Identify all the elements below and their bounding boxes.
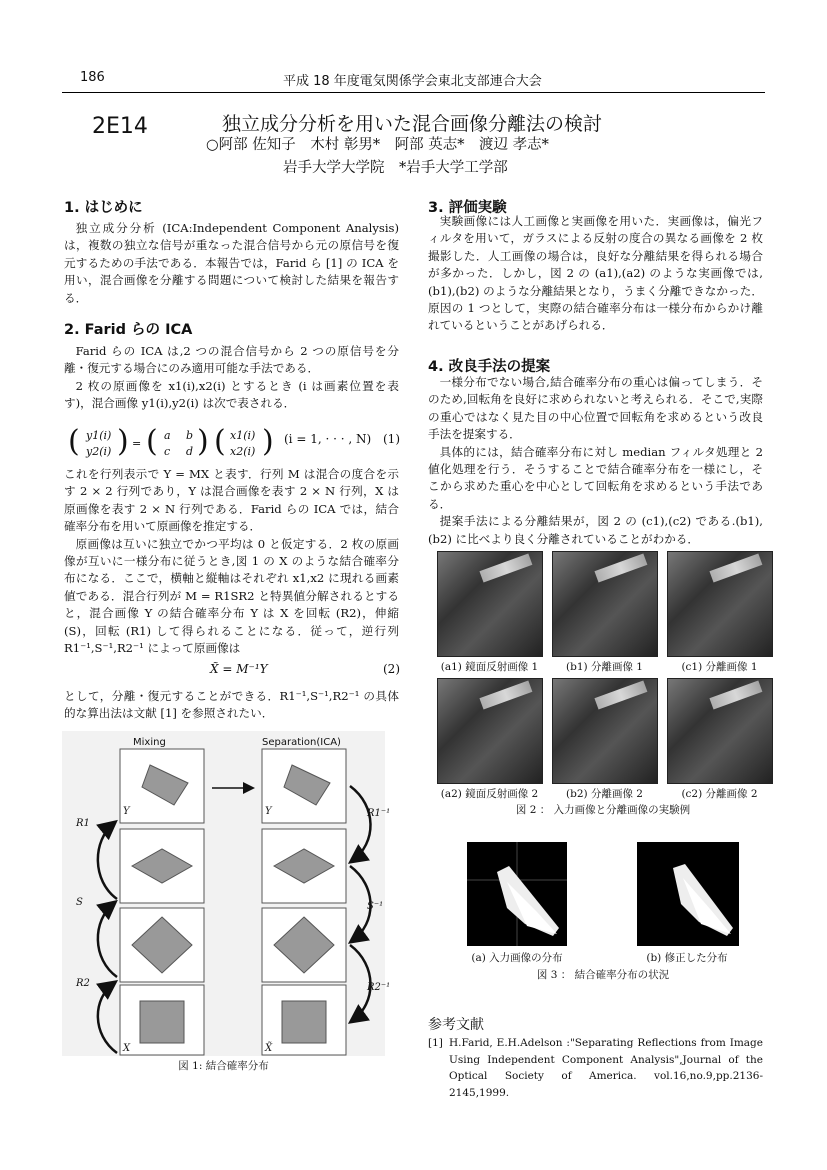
affiliations: 岩手大学大学院 *岩手大学工学部 — [283, 160, 508, 176]
header-rule — [62, 92, 765, 93]
section-4-heading: 4. 改良手法の提案 — [428, 359, 551, 375]
section-2-matrix-text: これを行列表示で Y = MX と表す．行列 M は混合の度合を示す 2 × 2 行列であり，Y は混合画像を表す 2 × N 行列，X は原画像を表す 2 × N 行列である．Farid らの ICA では，結合確率分布を用いて原画像を推定する． 原画像は互いに独立でかつ平均は 0 と仮定する．2 枚の原画像が互いに一様分布に従うとき,図 1 の X のような結合確率分布になる．ここで，横軸と縦軸はそれぞれ x1,x2 に現れる画素値である．混合行列が M = R1SR2 と特異値分解されるとすると，混合画像 Y の結合確率分布 Y は X を回転 (R2)，伸縮 (S)，回転 (R1) して得られることになる．従って，逆行列 R1⁻¹,S⁻¹,R2⁻¹ によって原画像は — [64, 467, 399, 656]
figure-1 — [62, 731, 385, 1056]
fig1-x-label: X — [123, 1043, 131, 1054]
photo-b1 — [552, 551, 658, 657]
svg-text:a: a — [164, 429, 171, 442]
fig1-xtilde-label: X̃ — [265, 1043, 273, 1054]
section-2-heading: 2. Farid らの ICA — [64, 322, 193, 338]
scatter-input-distribution — [467, 842, 567, 946]
caption-b2: (b2) 分離画像 2 — [566, 788, 643, 800]
fig1-s-label: S — [76, 897, 83, 908]
authors: ○阿部 佐知子 木村 彰男* 阿部 英志* 渡辺 孝志* — [206, 137, 549, 153]
svg-text:c: c — [164, 445, 171, 458]
paper-code: 2E14 — [92, 114, 148, 139]
photo-b2 — [552, 678, 658, 784]
page-number: 186 — [80, 70, 105, 85]
caption-c2: (c2) 分離画像 2 — [681, 788, 758, 800]
fig1-mixing-label: Mixing — [133, 737, 166, 748]
svg-text:=: = — [132, 437, 142, 450]
svg-text:x1(i): x1(i) — [230, 429, 256, 442]
fig1-separation-label: Separation(ICA) — [262, 737, 341, 748]
equation-1-range: (i = 1, · · · , N) — [284, 432, 372, 446]
photo-c1 — [667, 551, 773, 657]
references-heading: 参考文献 — [428, 1017, 484, 1033]
equation-1-number: (1) — [383, 432, 400, 446]
scatter-corrected-distribution — [637, 842, 739, 946]
svg-text:(: ( — [68, 425, 80, 459]
svg-text:b: b — [186, 429, 194, 442]
photo-c2 — [667, 678, 773, 784]
svg-text:): ) — [262, 425, 274, 459]
fig1-r2-inv-label: R2⁻¹ — [367, 982, 391, 993]
svg-text:y1(i): y1(i) — [86, 429, 112, 442]
figure-2-caption: 図 2 ： 入力画像と分離画像の実験例 — [515, 804, 691, 816]
caption-b1: (b1) 分離画像 1 — [566, 661, 643, 673]
running-header: 平成 18 年度電気関係学会東北支部連合大会 — [283, 74, 542, 89]
caption-fig3-b: (b) 修正した分布 — [646, 952, 728, 964]
svg-text:y2(i): y2(i) — [86, 445, 112, 458]
figure-1-caption: 図 1: 結合確率分布 — [178, 1060, 269, 1072]
caption-c1: (c1) 分離画像 1 — [681, 661, 758, 673]
section-1-body: 独立成分分析 (ICA:Independent Component Analysis) は，複数の独立な信号が重なった混合信号から元の原信号を復元するための手法である．本報告では，Farid ら [1] の ICA を用い，混合画像を分離する問題について検討した結果を報告する． — [64, 221, 399, 305]
svg-text:): ) — [117, 425, 129, 459]
caption-a2: (a2) 鏡面反射画像 2 — [440, 788, 539, 800]
section-2-intro: Farid らの ICA は,2 つの混合信号から 2 つの原信号を分離・復元する場合にのみ適用可能な手法である． 2 枚の原画像を x1(i),x2(i) とするとき (i は画素位置を表す)，混合画像 y1(i),y2(i) は次で表される． — [64, 344, 399, 411]
section-2-conclusion: として，分離・復元することができる．R1⁻¹,S⁻¹,R2⁻¹ の具体的な算出法は文献 [1] を参照されたい． — [64, 689, 399, 721]
caption-a1: (a1) 鏡面反射画像 1 — [440, 661, 539, 673]
section-4-body: 一様分布でない場合,結合確率分布の重心は偏ってしまう．そのため,回転角を良好に求められないと考えられる．そこで,実際の重心ではなく見た目の中心位置で回転角を求めるという改良手法を提案する． 具体的には，結合確率分布に対し median フィルタ処理と 2 値化処理を行う．そうすることで結合確率分布を一様にし，そこから求めた重心を中心として回転角を求めるという手法である． 提案手法による分離結果が，図 2 の (c1),(c2) である.(b1),(b2) に比べより良く分離されていることがわかる． — [428, 375, 763, 546]
fig1-s-inv-label: S⁻¹ — [367, 901, 384, 912]
photo-a2 — [437, 678, 543, 784]
svg-text:(: ( — [146, 425, 158, 459]
fig1-y-label-right: Y — [265, 806, 272, 817]
reference-1-number: [1] — [428, 1037, 443, 1049]
photo-a1 — [437, 551, 543, 657]
equation-2: X̃ = M⁻¹Y — [210, 662, 268, 676]
fig1-r1-label: R1 — [76, 818, 90, 829]
svg-text:d: d — [186, 445, 194, 458]
section-3-heading: 3. 評価実験 — [428, 200, 507, 216]
fig1-y-label-left: Y — [123, 806, 130, 817]
svg-text:): ) — [197, 425, 209, 459]
figure-3-caption: 図 3 ： 結合確率分布の状況 — [536, 969, 670, 981]
svg-text:(: ( — [214, 425, 226, 459]
reference-1: H.Farid, E.H.Adelson :"Separating Reflections from Image Using Independent Component Analysis",Journal of the Optical Society of America. vol.16,no.9,pp.2136-2145,1999. — [449, 1037, 763, 1099]
caption-fig3-a: (a) 入力画像の分布 — [471, 952, 563, 964]
section-3-body: 実験画像には人工画像と実画像を用いた．実画像は，偏光フィルタを用いて，ガラスによる反射の度合の異なる画像を 2 枚撮影した．人工画像の場合は，良好な分離結果を得られる場合が多かった．しかし，図 2 の (a1),(a2) のような実画像では,(b1),(b2) のような分離結果となり，うまく分離できなかった．原因の 1 つとして，実際の結合確率分布は一様分布からかけ離れているということがあげられる． — [428, 214, 763, 333]
fig1-r1-inv-label: R1⁻¹ — [367, 808, 391, 819]
fig1-r2-label: R2 — [76, 978, 90, 989]
paper-title: 独立成分分析を用いた混合画像分離法の検討 — [222, 113, 603, 135]
equation-2-number: (2) — [383, 662, 400, 676]
svg-text:x2(i): x2(i) — [230, 445, 256, 458]
section-1-heading: 1. はじめに — [64, 200, 143, 216]
